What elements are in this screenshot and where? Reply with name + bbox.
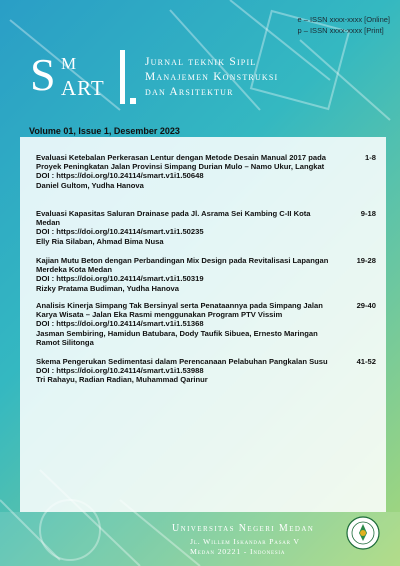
university-address: [190, 537, 300, 557]
article-1[interactable]: [36, 153, 376, 190]
logo-bar: [120, 50, 125, 104]
smart-logo: [30, 50, 150, 112]
article-title[interactable]: Skema Pengerukan Sedimentasi dalam Perencanaan Pelabuhan Pangkalan Susu: [36, 357, 328, 366]
article-pages: 1-8: [365, 153, 376, 162]
article-doi[interactable]: DOI : https://doi.org/10.24114/smart.v1i1.50648: [36, 171, 204, 181]
article-doi[interactable]: DOI : https://doi.org/10.24114/smart.v1i1.53988: [36, 366, 204, 376]
logo-s: S: [30, 49, 56, 100]
logo-art: ART: [61, 76, 105, 100]
issn-print: p – ISSN xxxx-xxxx [Print]: [297, 26, 384, 35]
issn-online: e – ISSN xxxx-xxxx [Online]: [297, 15, 390, 24]
issn-block: [297, 14, 390, 36]
unimed-seal-icon: [346, 516, 380, 550]
address-line1: Jl. Willem Iskandar Pasar V: [190, 537, 300, 546]
journal-title-line2: Manajemen Konstruksi: [145, 71, 279, 83]
article-title[interactable]: Evaluasi Ketebalan Perkerasan Lentur dengan Metode Desain Manual 2017 pada Proyek Peningkatan Jalan Provinsi Simpang Durian Mulo – Namo Ukur, Langkat: [36, 153, 326, 172]
article-4[interactable]: [36, 301, 376, 347]
article-pages: 41-52: [356, 357, 376, 366]
article-authors: Elly Ria Silaban, Ahmad Bima Nusa: [36, 236, 164, 246]
article-title[interactable]: Analisis Kinerja Simpang Tak Bersinyal serta Penataannya pada Simpang Jalan Karya Wisata – Jalan Eka Rasmi menggunakan Program PTV Vissim: [36, 301, 323, 320]
article-pages: 19-28: [356, 256, 376, 265]
article-doi[interactable]: DOI : https://doi.org/10.24114/smart.v1i1.51368: [36, 319, 204, 329]
article-authors: Jasman Sembiring, Hamidun Batubara, Dody Taufik Sibuea, Ernesto Maringan Ramot Silitonga: [36, 328, 318, 347]
journal-title-line1: Jurnal teknik Sipil: [145, 56, 257, 68]
article-3[interactable]: [36, 256, 376, 293]
article-2[interactable]: [36, 209, 376, 246]
address-line2: Medan 20221 - Indonesia: [190, 547, 286, 556]
article-doi[interactable]: DOI : https://doi.org/10.24114/smart.v1i1.50235: [36, 227, 204, 237]
journal-title-line3: dan Arsitektur: [145, 86, 234, 98]
logo-m: M: [61, 54, 77, 73]
article-authors: Daniel Gultom, Yudha Hanova: [36, 180, 144, 190]
article-doi[interactable]: DOI : https://doi.org/10.24114/smart.v1i1.50319: [36, 274, 204, 284]
article-authors: Rizky Pratama Budiman, Yudha Hanova: [36, 283, 179, 293]
article-pages: 9-18: [360, 209, 376, 218]
article-title[interactable]: Evaluasi Kapasitas Saluran Drainase pada Jl. Asrama Sei Kambing C-II Kota Medan: [36, 209, 311, 228]
article-authors: Tri Rahayu, Radian Radian, Muhammad Qarinur: [36, 375, 208, 385]
volume-issue: Volume 01, Issue 1, Desember 2023: [29, 126, 180, 136]
article-pages: 29-40: [356, 301, 376, 310]
logo-dot: [130, 98, 136, 104]
article-title[interactable]: Kajian Mutu Beton dengan Perbandingan Mix Design pada Revitalisasi Lapangan Merdeka Kota Medan: [36, 256, 329, 275]
article-5[interactable]: [36, 357, 376, 385]
journal-title: [145, 55, 278, 100]
university-name: Universitas Negeri Medan: [172, 523, 315, 534]
